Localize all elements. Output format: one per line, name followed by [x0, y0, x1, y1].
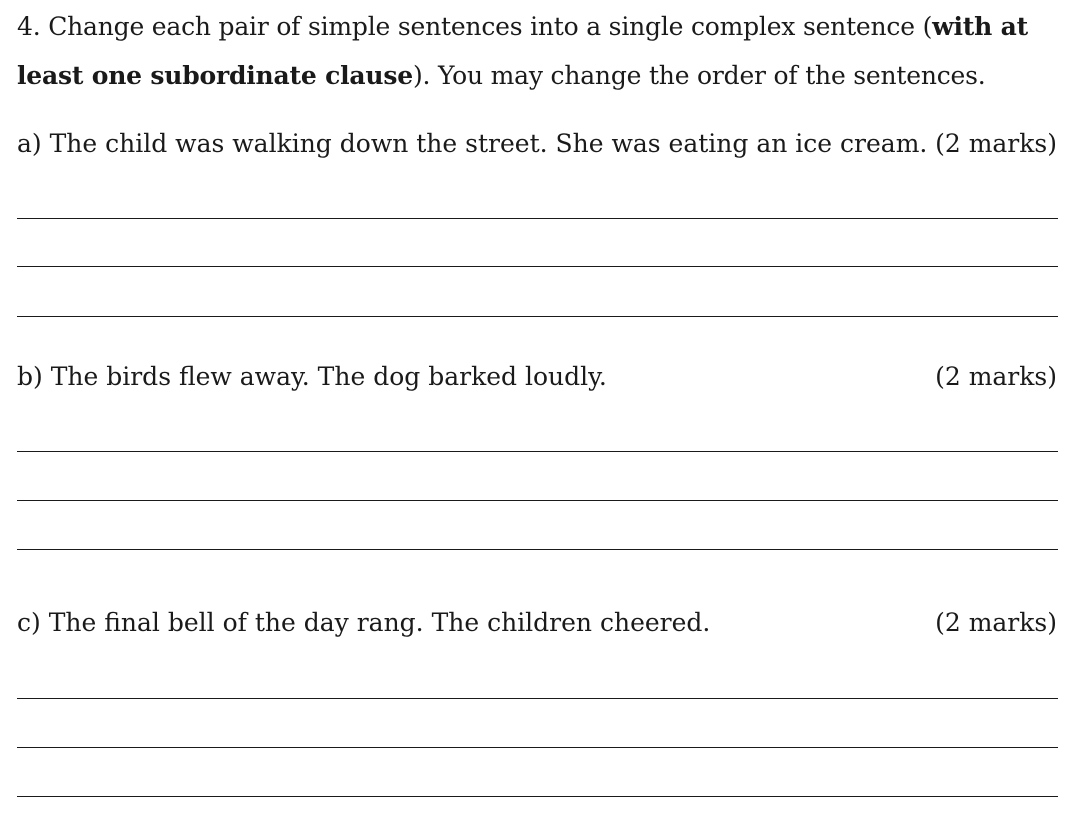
- question-c-label: c): [17, 608, 41, 637]
- instruction-text-end: ). You may change the order of the sentences.: [412, 61, 986, 90]
- question-4-instruction: [17, 2, 1057, 100]
- answer-line-b-2[interactable]: [17, 500, 1058, 501]
- question-a-text: The child was walking down the street. She was eating an ice cream.: [49, 129, 928, 158]
- question-a-label: a): [17, 129, 42, 158]
- question-a: [17, 124, 1057, 164]
- answer-line-a-3[interactable]: [17, 316, 1058, 317]
- question-b-label: b): [17, 362, 43, 391]
- instruction-emphasis: with at least one subordinate clause: [17, 12, 1028, 90]
- question-b: [17, 357, 1057, 397]
- answer-line-a-1[interactable]: [17, 218, 1058, 219]
- question-c-text: The final bell of the day rang. The children cheered.: [48, 608, 711, 637]
- answer-line-c-1[interactable]: [17, 698, 1058, 699]
- answer-line-c-3[interactable]: [17, 796, 1058, 797]
- question-a-marks: (2 marks): [935, 129, 1057, 158]
- answer-line-c-2[interactable]: [17, 747, 1058, 748]
- answer-line-a-2[interactable]: [17, 266, 1058, 267]
- question-a-prompt: [17, 124, 927, 164]
- question-b-text: The birds flew away. The dog barked loudly.: [50, 362, 607, 391]
- instruction-text-start: 4. Change each pair of simple sentences into a single complex sentence (: [17, 12, 933, 41]
- answer-line-b-3[interactable]: [17, 549, 1058, 550]
- question-c: [17, 603, 1057, 643]
- answer-line-b-1[interactable]: [17, 451, 1058, 452]
- question-c-prompt: [17, 603, 710, 643]
- question-b-marks: (2 marks): [935, 362, 1057, 391]
- question-b-prompt: [17, 357, 607, 397]
- question-c-marks: (2 marks): [935, 608, 1057, 637]
